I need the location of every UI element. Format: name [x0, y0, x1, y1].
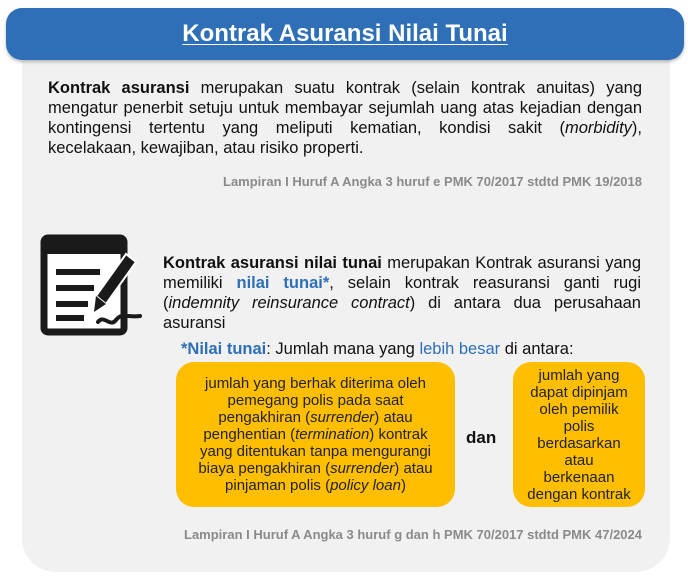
nilai-tunai-note	[181, 340, 574, 359]
definition-nilai-tunai	[163, 253, 641, 333]
contract-signature-icon	[40, 234, 144, 336]
page-title: Kontrak Asuransi Nilai Tunai	[182, 20, 508, 47]
option-box-surrender-text: jumlah yang berhak diterima oleh pemegang polis pada saat pengakhiran (surrender) atau penghentian (termination) kontrak yang ditentukan tanpa mengurangi biaya pengakhiran (surrender) atau pinjaman polis (policy loan)	[198, 375, 433, 494]
definition2-italic: indemnity reinsurance contract	[168, 294, 410, 312]
option-box-loan-text: jumlah yang dapat dipinjam oleh pemilik polis berdasarkan atau berkenaan dengan kontrak	[527, 366, 631, 503]
title-banner	[6, 8, 684, 60]
reference-1: Lampiran I Huruf A Angka 3 huruf e PMK 70/2017 stdtd PMK 19/2018	[223, 174, 642, 189]
definition-text: merupakan suatu kontrak (selain kontrak anuitas) yang mengatur penerbit setuju untuk membayar sejumlah uang atas kejadian dengan kontingensi tertentu yang meliputi kematian, kondisi sakit (	[48, 79, 643, 137]
nilai-end: di antara:	[500, 340, 574, 358]
connector-dan: dan	[466, 428, 497, 447]
definition-text-end: ), kecelakaan, kewajiban, atau risiko properti.	[48, 119, 642, 157]
definition-italic: morbidity	[564, 119, 632, 137]
option-box-surrender	[176, 362, 455, 507]
reference-2: Lampiran I Huruf A Angka 3 huruf g dan h PMK 70/2017 stdtd PMK 47/2024	[184, 527, 642, 542]
nilai-term: *Nilai tunai	[181, 340, 267, 358]
definition2-text3: ) di antara dua perusahaan asuransi	[163, 294, 641, 332]
option-box-loan	[513, 362, 645, 507]
term-kontrak-asuransi: Kontrak asuransi	[48, 79, 190, 97]
definition2-text1: merupakan Kontrak asuransi yang memiliki	[163, 254, 641, 292]
definition2-text2: , selain kontrak reasuransi ganti rugi (	[163, 274, 641, 312]
nilai-highlight: lebih besar	[419, 340, 501, 358]
highlight-nilai-tunai: nilai tunai*	[236, 274, 330, 292]
term-kontrak-nilai-tunai: Kontrak asuransi nilai tunai	[163, 254, 382, 272]
nilai-text: : Jumlah mana yang	[266, 340, 420, 358]
definition-asuransi	[48, 78, 642, 158]
